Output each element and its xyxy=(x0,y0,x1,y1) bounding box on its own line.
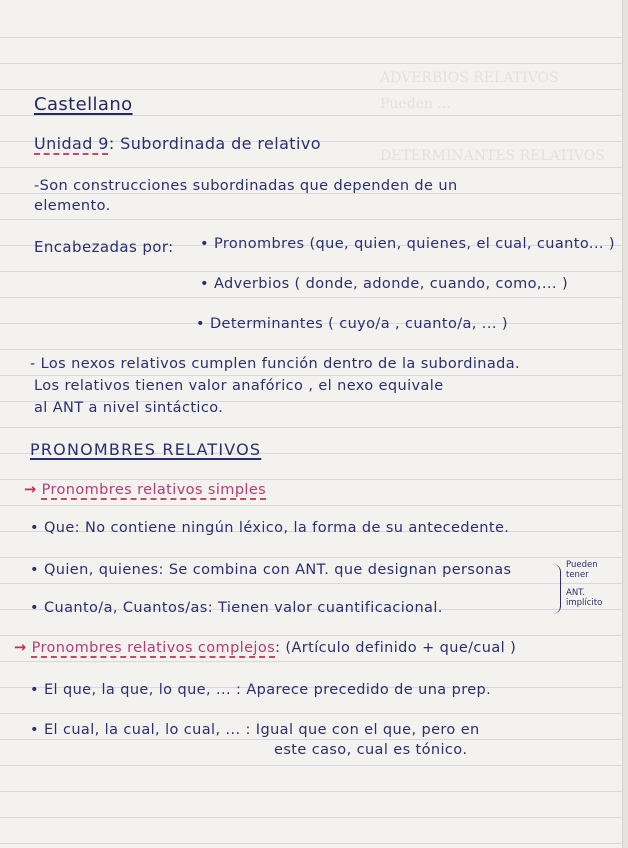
section-title-relative-pronouns: PRONOMBRES RELATIVOS xyxy=(30,440,262,459)
unit-label: Unidad 9 xyxy=(34,134,109,153)
simple-item-quien: • Quien, quienes: Se combina con ANT. que designan personas xyxy=(30,562,512,578)
side-note-2: tener xyxy=(566,570,589,580)
headed-item-determiners: • Determinantes ( cuyo/a , cuanto/a, ... ) xyxy=(196,316,508,332)
arrow-icon: → xyxy=(24,482,37,498)
nexus-line-3: al ANT a nivel sintáctico. xyxy=(34,400,224,416)
side-note-1: Pueden xyxy=(566,560,598,570)
simple-heading xyxy=(24,482,266,498)
curly-brace xyxy=(550,564,561,614)
unit-heading xyxy=(34,134,321,153)
complex-item-el-cual-cont: este caso, cual es tónico. xyxy=(274,742,468,758)
nexus-line-1: - Los nexos relativos cumplen función dentro de la subordinada. xyxy=(30,356,521,372)
side-note-4: implícito xyxy=(566,598,603,608)
unit-title: : Subordinada de relativo xyxy=(108,134,321,153)
bleed-through-text: ADVERBIOS RELATIVOS Pueden ... DETERMINANTES RELATIVOS xyxy=(380,70,605,164)
simple-title: Pronombres relativos simples xyxy=(41,482,267,498)
intro-line-1: -Son construcciones subordinadas que dependen de un xyxy=(34,178,458,194)
headed-item-adverbs: • Adverbios ( donde, adonde, cuando, como,... ) xyxy=(200,276,569,292)
side-note-3: ANT. xyxy=(566,588,586,598)
arrow-icon: → xyxy=(14,640,27,656)
complex-item-el-que: • El que, la que, lo que, ... : Aparece precedido de una prep. xyxy=(30,682,492,698)
simple-item-que: • Que: No contiene ningún léxico, la forma de su antecedente. xyxy=(30,520,510,536)
simple-item-cuanto: • Cuanto/a, Cuantos/as: Tienen valor cuantificacional. xyxy=(30,600,443,616)
intro-line-2: elemento. xyxy=(34,198,111,214)
complex-suffix: : (Artículo definido + que/cual ) xyxy=(275,640,517,656)
complex-heading xyxy=(14,640,516,656)
nexus-line-2: Los relativos tienen valor anafórico , el nexo equivale xyxy=(34,378,444,394)
subject-title: Castellano xyxy=(34,94,133,115)
headed-by-label: Encabezadas por: xyxy=(34,238,174,256)
headed-item-pronouns: • Pronombres (que, quien, quienes, el cual, cuanto... ) xyxy=(200,236,615,252)
complex-item-el-cual: • El cual, la cual, lo cual, ... : Igual que con el que, pero en xyxy=(30,722,480,738)
complex-title: Pronombres relativos complejos xyxy=(31,640,276,656)
